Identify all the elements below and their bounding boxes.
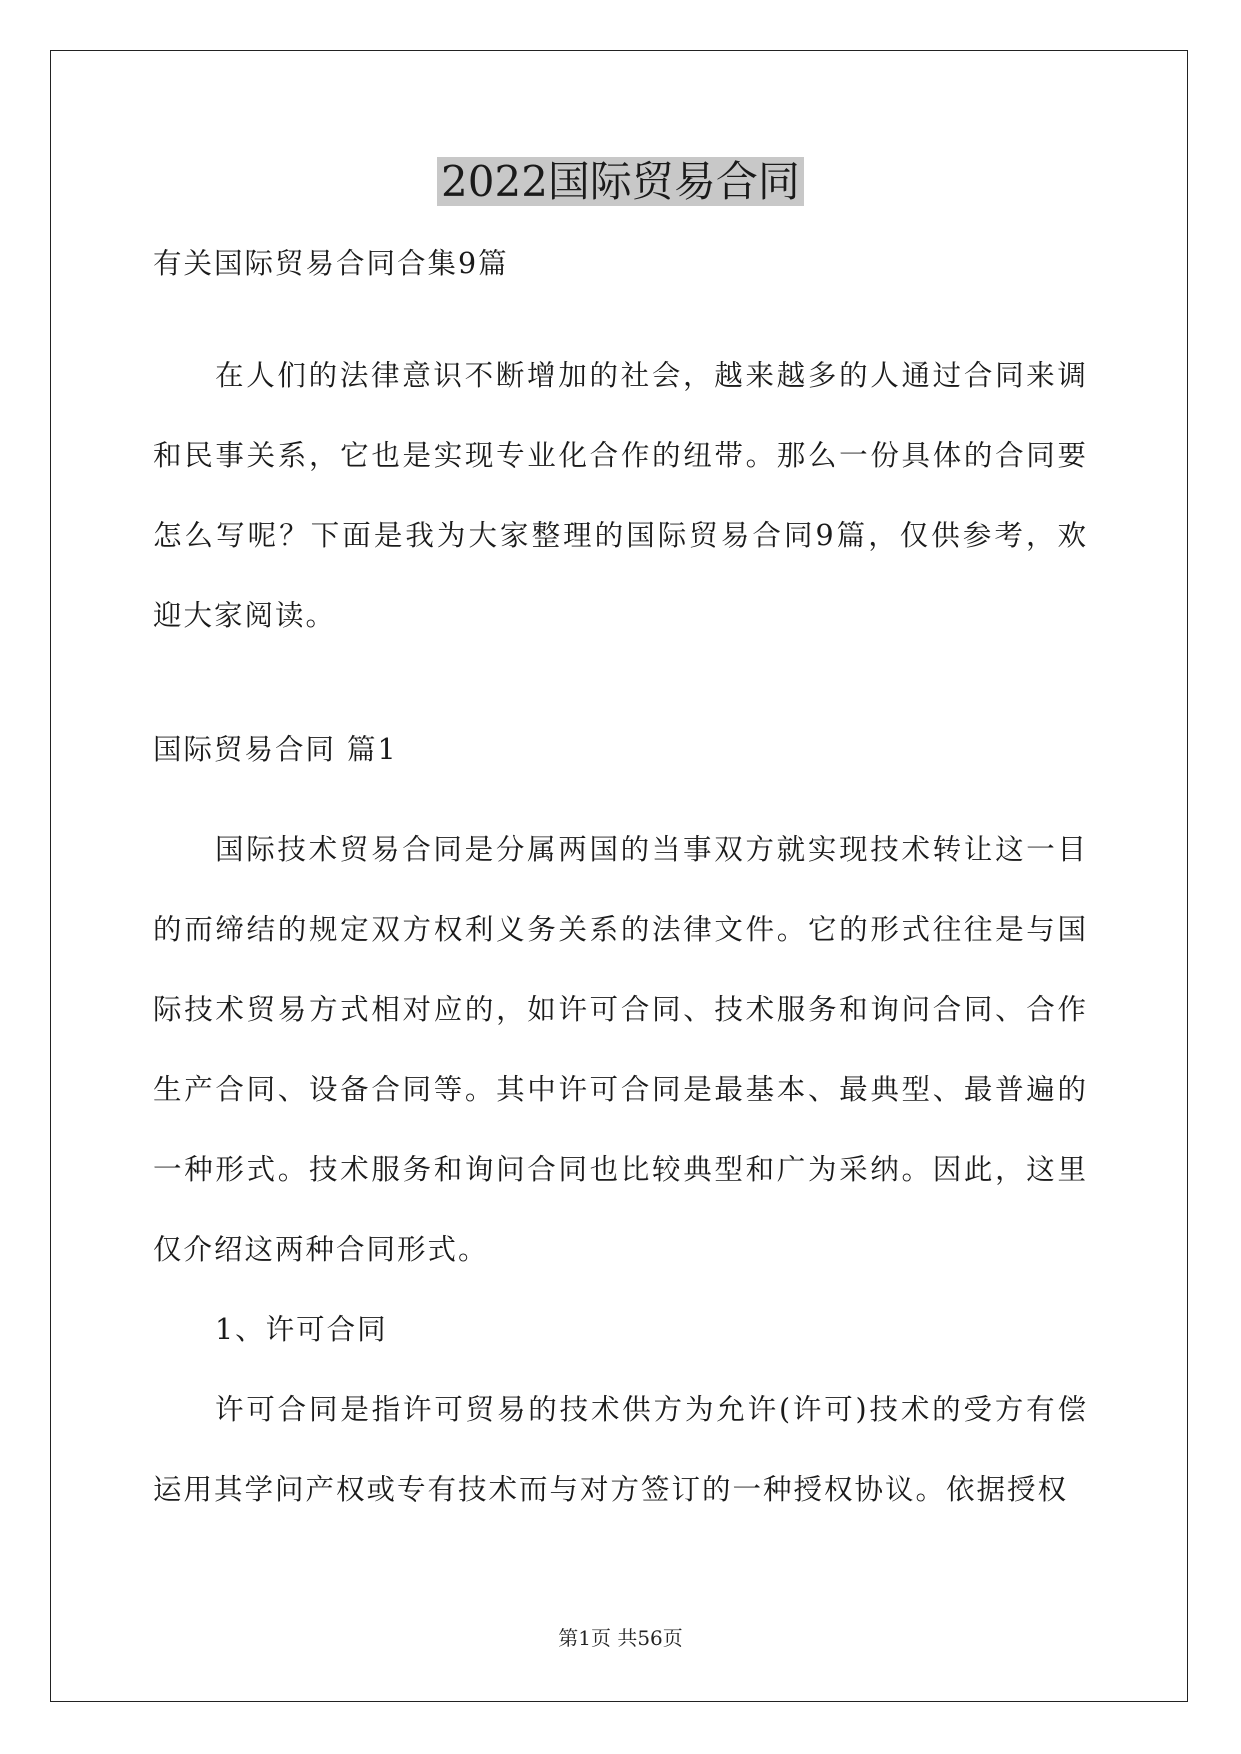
page-number: 第1页 共56页: [558, 1626, 683, 1650]
document-title-text: 2022国际贸易合同: [437, 157, 804, 206]
item-paragraph: 许可合同是指许可贸易的技术供方为允许(许可)技术的受方有偿运用其学问产权或专有技术而与对方签订的一种授权协议。依据授权: [153, 1393, 1088, 1506]
intro-paragraph: 在人们的法律意识不断增加的社会，越来越多的人通过合同来调和民事关系，它也是实现专业化合作的纽带。那么一份具体的合同要怎么写呢？下面是我为大家整理的国际贸易合同9篇，仅供参考，欢迎大家阅读。: [153, 359, 1088, 632]
item-heading: 1、许可合同: [215, 1313, 388, 1346]
section-paragraph: 国际技术贸易合同是分属两国的当事双方就实现技术转让这一目的而缔结的规定双方权利义务关系的法律文件。它的形式往往是与国际技术贸易方式相对应的，如许可合同、技术服务和询问合同、合作生产合同、设备合同等。其中许可合同是最基本、最典型、最普遍的一种形式。技术服务和询问合同也比较典型和广为采纳。因此，这里仅介绍这两种合同形式。: [153, 833, 1088, 1266]
document-subtitle: 有关国际贸易合同合集9篇: [153, 247, 509, 280]
document-body: [153, 244, 1088, 1530]
section-heading: 国际贸易合同 篇1: [153, 733, 398, 766]
document-title: [0, 152, 1241, 212]
